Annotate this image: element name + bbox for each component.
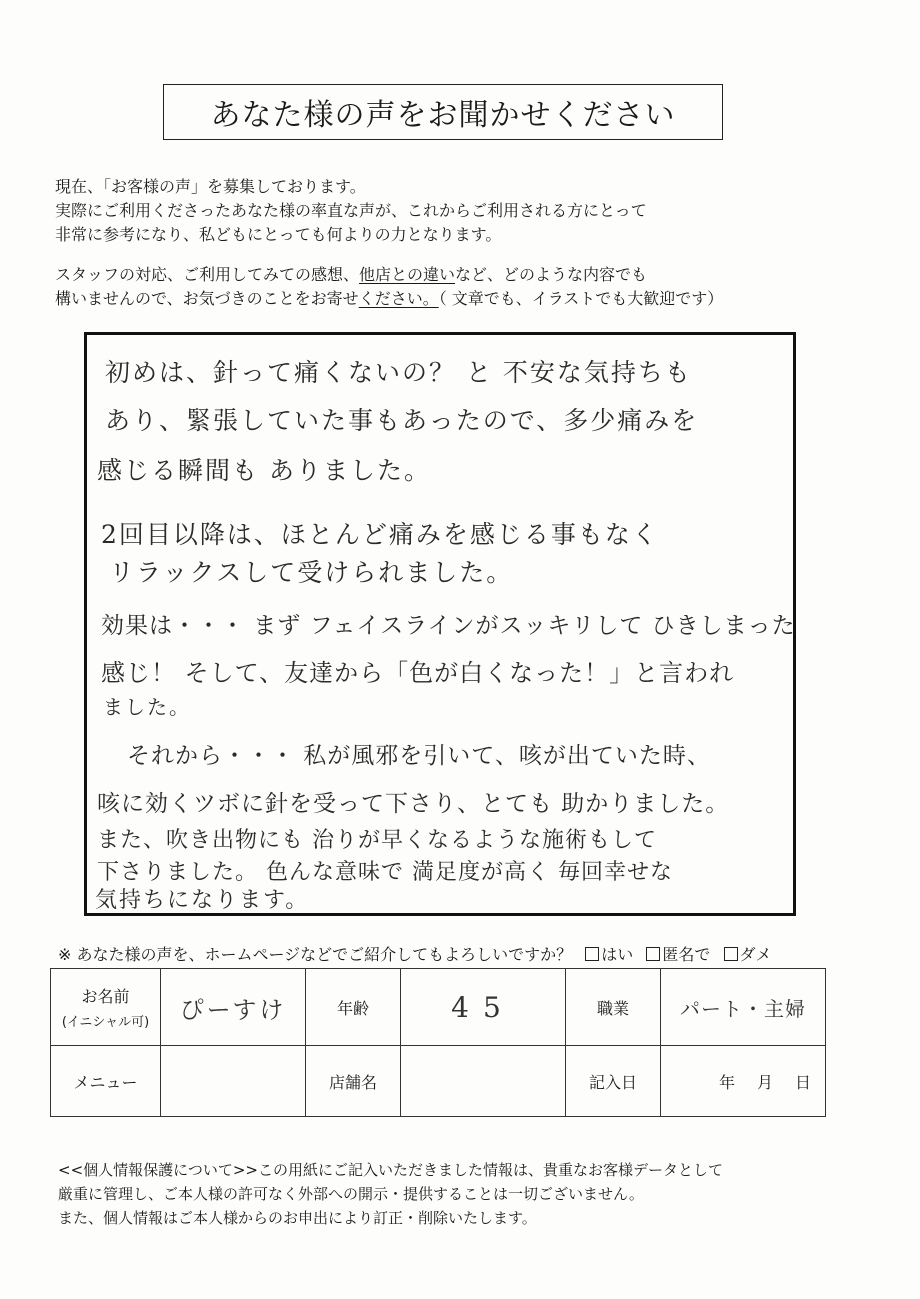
intro-text: スタッフの対応、ご利用してみての感想、 [55, 265, 360, 284]
underlined-text: ください。 [358, 289, 439, 308]
menu-field[interactable] [161, 1046, 306, 1117]
job-field[interactable] [661, 969, 826, 1046]
date-month: 月 [756, 1072, 773, 1092]
intro-paragraph-1 [55, 175, 647, 247]
name-value: ぴーすけ [179, 995, 287, 1024]
handwritten-comment-box [84, 332, 796, 916]
option-anonymous-label: 匿名で [662, 945, 711, 964]
date-day: 日 [794, 1072, 811, 1092]
consent-question: ※ あなた様の声を、ホームページなどでご紹介してもよろしいですか？ [58, 945, 573, 964]
intro-text: （ 文章でも、イラストでも大歓迎です） [438, 289, 724, 308]
intro-line: 非常に参考になり、私どもにとっても何よりの力となります。 [55, 225, 502, 244]
intro-text: 構いませんので、お気づきのことをお寄せ [55, 289, 359, 308]
handwritten-line: 咳に効くツボに針を受って下さり、とても 助かりました。 [97, 791, 730, 817]
privacy-line: <<個人情報保護について>>この用紙にご記入いただきました情報は、貴重なお客様データとして [58, 1161, 723, 1179]
handwritten-line: 2回目以降は、ほとんど痛みを感じる事もなく [101, 520, 659, 549]
handwritten-line: 初めは、針って痛くないの？ と 不安な気持ちも [105, 358, 692, 387]
menu-label: メニュー [51, 1046, 161, 1117]
name-sublabel: (イニシャル可) [61, 1015, 150, 1030]
intro-text: など、どのような内容でも [455, 265, 648, 284]
intro-line [55, 263, 723, 287]
checkbox-no[interactable] [724, 947, 738, 961]
name-label-cell [51, 969, 161, 1046]
handwritten-line: リラックスして受けられました。 [109, 558, 514, 587]
handwritten-line: また、吹き出物にも 治りが早くなるような施術もして [97, 828, 657, 853]
name-label: お名前 [81, 987, 130, 1006]
store-field[interactable] [401, 1046, 566, 1117]
handwritten-line: 効果は・・・ まず フェイスラインがスッキリして ひきしまった [101, 613, 796, 639]
handwritten-line: それから・・・ 私が風邪を引いて、咳が出ていた時、 [127, 743, 711, 769]
underlined-text: 他店との違い [359, 265, 456, 284]
customer-info-table [50, 968, 826, 1117]
intro-line: 実際にご利用くださったあなた様の率直な声が、これからご利用される方にとって [55, 201, 647, 220]
date-year: 年 [718, 1072, 735, 1092]
job-label: 職業 [566, 969, 661, 1046]
date-label: 記入日 [566, 1046, 661, 1117]
page-title: あなた様の声をお聞かせください [163, 84, 723, 140]
privacy-notice [58, 1158, 723, 1230]
privacy-line: 厳重に管理し、ご本人様の許可なく外部への開示・提供することは一切ございません。 [58, 1185, 644, 1203]
age-field[interactable] [401, 969, 566, 1046]
option-yes-label: はい [601, 945, 634, 964]
date-field[interactable] [661, 1046, 826, 1117]
age-value: 45 [451, 990, 515, 1024]
checkbox-yes[interactable] [585, 947, 599, 961]
handwritten-line: 感じる瞬間も ありました。 [97, 456, 431, 485]
job-value: パート・主婦 [680, 996, 806, 1021]
handwritten-line: 感じ！ そして、友達から「色が白くなった！」と言われ [101, 659, 735, 687]
option-no-label: ダメ [739, 945, 772, 964]
handwritten-line: ました。 [103, 695, 191, 719]
store-label: 店舗名 [306, 1046, 401, 1117]
publication-consent [58, 942, 772, 965]
handwritten-line: あり、緊張していた事もあったので、多少痛みを [105, 406, 699, 435]
age-label: 年齢 [306, 969, 401, 1046]
handwritten-line: 下さりました。 色んな意味で 満足度が高く 毎回幸せな [97, 860, 673, 885]
intro-paragraph-2 [55, 263, 723, 311]
intro-line: 現在、「お客様の声」を募集しております。 [55, 177, 366, 196]
privacy-line: また、個人情報はご本人様からのお申出により訂正・削除いたします。 [58, 1209, 537, 1227]
name-field[interactable] [161, 969, 306, 1046]
intro-line [55, 287, 723, 311]
handwritten-line: 気持ちになります。 [95, 888, 310, 913]
checkbox-anonymous[interactable] [646, 947, 660, 961]
